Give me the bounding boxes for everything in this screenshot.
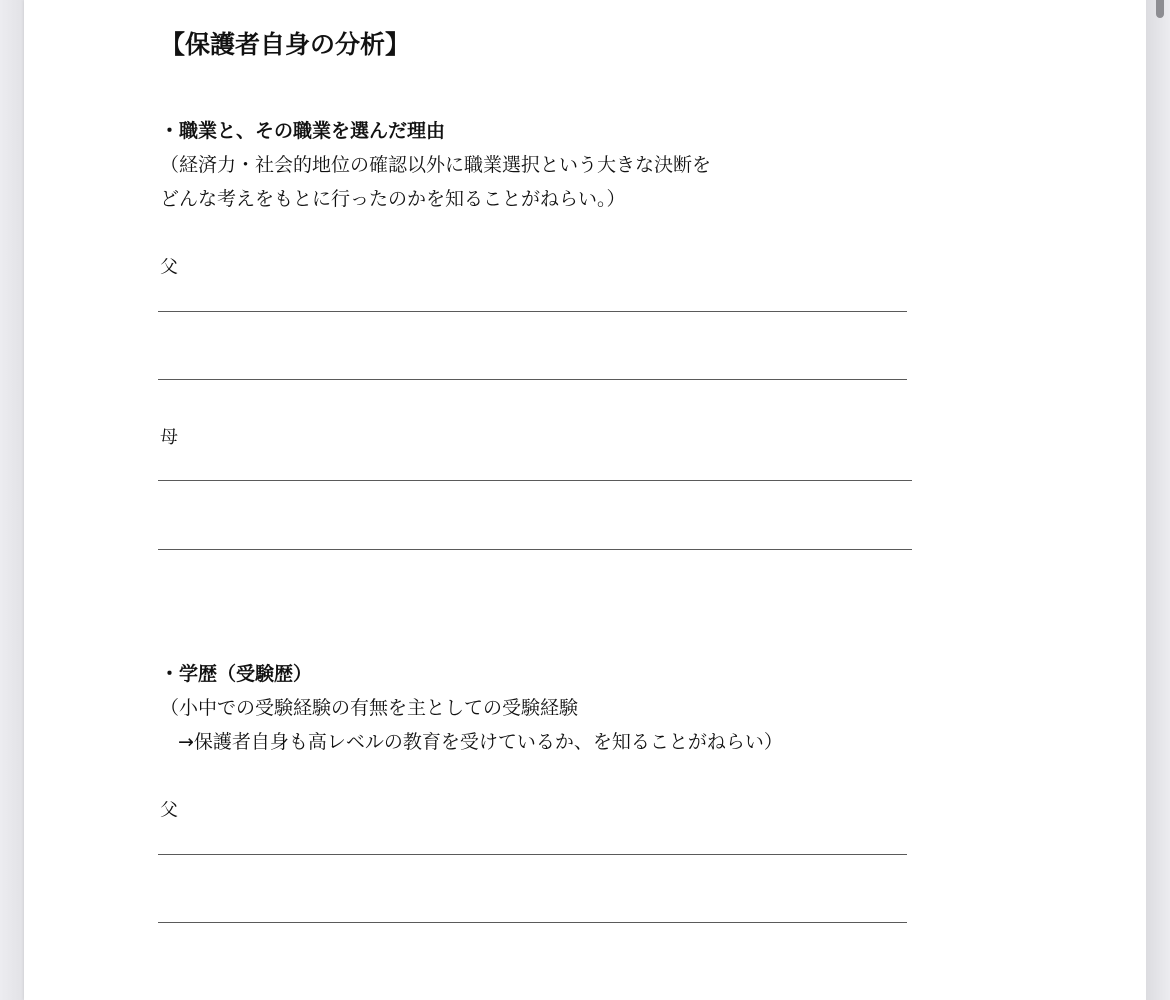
education-father-answer-line-1[interactable]: [158, 854, 907, 855]
section-occupation-heading: ・職業と、その職業を選んだ理由: [160, 120, 446, 142]
section-occupation-note-line-2: どんな考えをもとに行ったのかを知ることがねらい。）: [160, 188, 626, 210]
viewer-left-margin: [0, 0, 24, 1000]
father-answer-line-1[interactable]: [158, 311, 907, 312]
education-father-answer-line-2[interactable]: [158, 922, 907, 923]
section-education-note-line-2: →保護者自身も高レベルの教育を受けているか、を知ることがねらい）: [178, 731, 783, 753]
document-page: [24, 0, 1146, 1000]
scrollbar-thumb[interactable]: [1156, 0, 1164, 18]
education-father-label: 父: [160, 800, 178, 821]
section-occupation-note-line-1: （経済力・社会的地位の確認以外に職業選択という大きな決断を: [160, 154, 712, 176]
mother-label: 母: [160, 427, 178, 448]
section-education-note-line-1: （小中での受験経験の有無を主としての受験経験: [160, 697, 579, 719]
father-answer-line-2[interactable]: [158, 379, 907, 380]
section-education-heading: ・学歴（受験歴）: [160, 663, 313, 685]
mother-answer-line-1[interactable]: [158, 480, 912, 481]
viewer-scrollbar-track[interactable]: [1146, 0, 1170, 1000]
father-label: 父: [160, 257, 178, 278]
page-title: 【保護者自身の分析】: [160, 30, 411, 59]
mother-answer-line-2[interactable]: [158, 549, 912, 550]
